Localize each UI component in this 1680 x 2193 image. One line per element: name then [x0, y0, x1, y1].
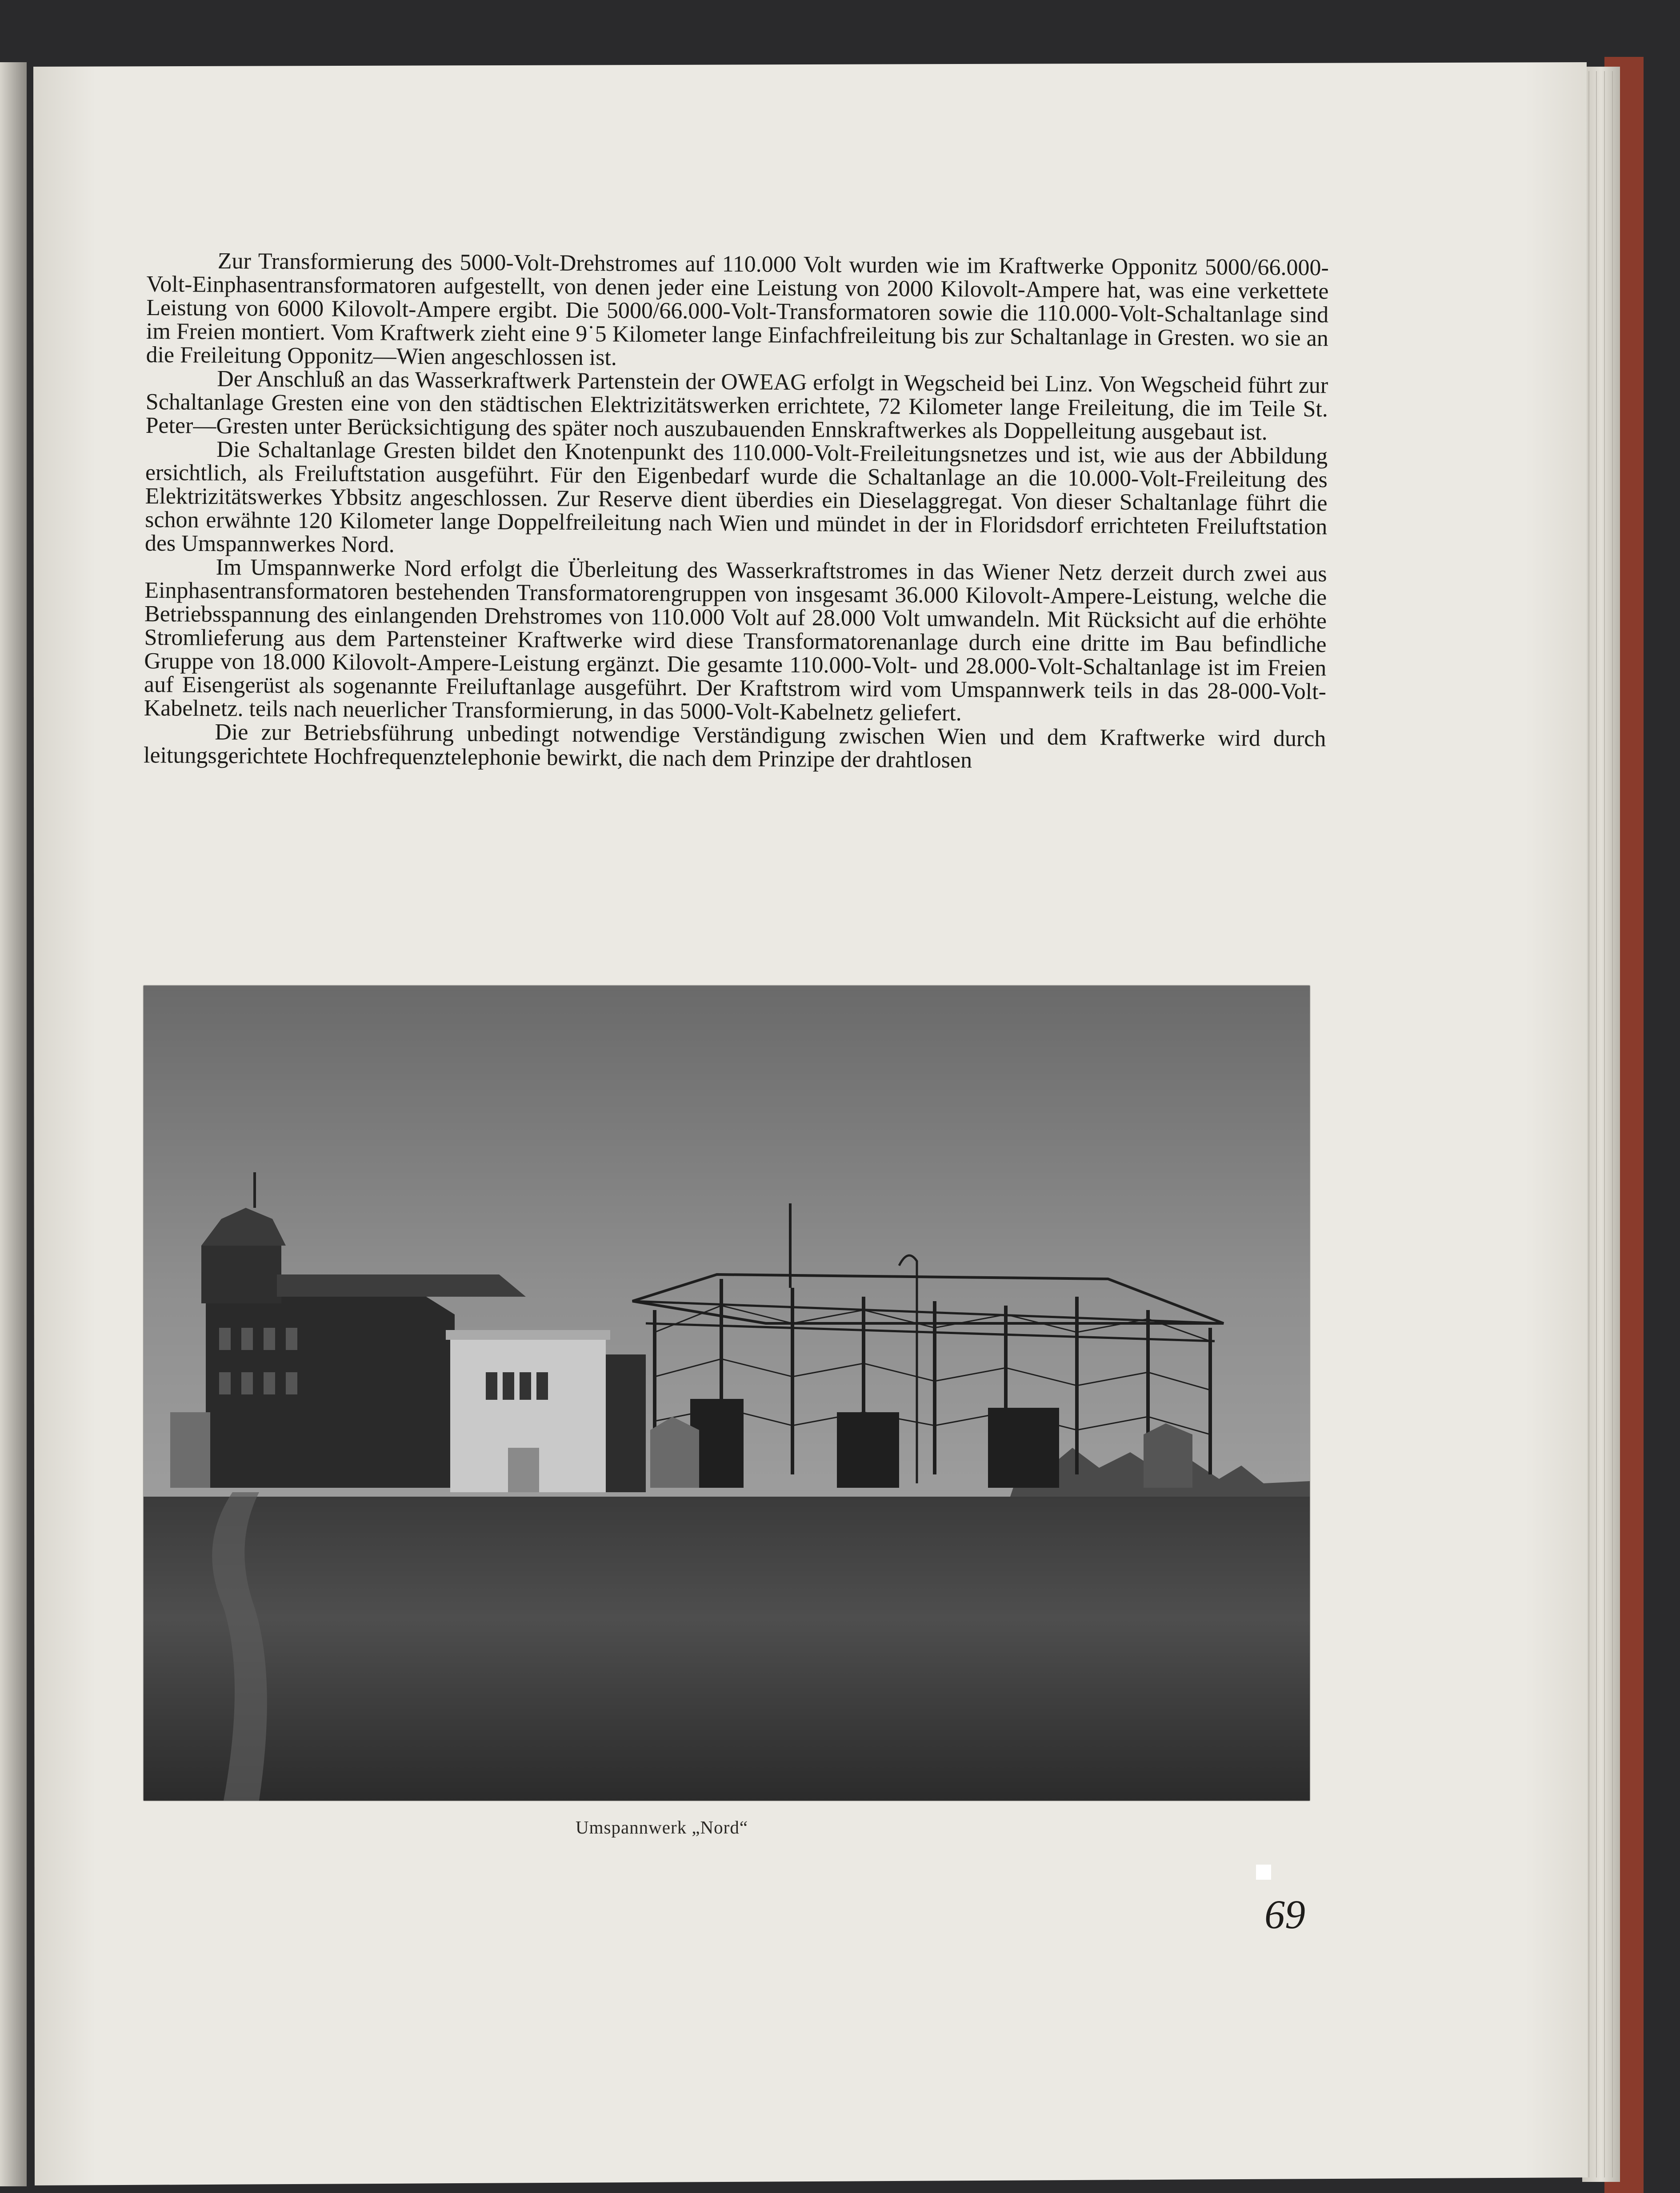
- scan-marker: [1256, 1865, 1271, 1880]
- paragraph: Zur Transformierung des 5000-Volt-Drehstromes auf 110.000 Volt wurden wie im Kraftwerke Opponitz 5000/66.000-Volt-Einphasentransformatoren aufgestellt, von denen jeder eine Leistung von 2000 Kilovolt-Ampere hat, was eine verkettete Leistung von 6000 Kilovolt-Ampere ergibt. Die 5000/66.000-Volt-Transformatoren sowie die 110.000-Volt-Schaltanlage sind im Freien montiert. Vom Kraftwerk zieht eine 9˙5 Kilometer lange Einfachfreileitung bis zur Schaltanlage in Gresten. wo sie an die Freileitung Opponitz—Wien angeschlossen ist.: [146, 248, 1329, 371]
- paragraph: Die zur Betriebsführung unbedingt notwendige Verständigung zwischen Wien und dem Kraftwerke wird durch leitungsgerichtete Hochfrequenztelephonie bewirkt, die nach dem Prinzipe der drahtlosen: [143, 719, 1326, 773]
- left-page-edge: [0, 62, 27, 2186]
- body-text: [144, 249, 1329, 774]
- page-stack: [1582, 67, 1620, 2182]
- substation-photograph: [144, 986, 1310, 1801]
- paragraph: Im Umspannwerke Nord erfolgt die Überleitung des Wasserkraftstromes in das Wiener Netz derzeit durch zwei aus Einphasentransformatoren bestehenden Transformatorengruppen von insgesamt 36.000 Kilovolt-Ampere-Leistung, welche die Betriebsspannung des einlangenden Drehstromes von 110.000 Volt auf 28.000 Volt umwandeln. Mit Rücksicht auf die erhöhte Stromlieferung aus dem Partensteiner Kraftwerke wird diese Transformatorenanlage durch eine dritte im Bau befindliche Gruppe von 18.000 Kilovolt-Ampere-Leistung ergänzt. Die gesamte 110.000-Volt- und 28.000-Volt-Schaltanlage ist im Freien auf Eisengerüst als sogenannte Freiluftanlage ausgeführt. Der Kraftstrom wird vom Umspannwerk teils in das 28-000-Volt-Kabelnetz. teils nach neuerlicher Transformierung, in das 5000-Volt-Kabelnetz geliefert.: [144, 554, 1327, 726]
- ground: [144, 1497, 1310, 1801]
- paragraph: Der Anschluß an das Wasserkraftwerk Partenstein der OWEAG erfolgt in Wegscheid bei Linz. Von Wegscheid führt zur Schaltanlage Gresten eine von den städtischen Elektrizitätswerken errichtete, 72 Kilometer lange Freileitung, die im Teile St. Peter—Gresten unter Berücksichtigung des später noch auszubauenden Ennskraftwerkes als Doppelleitung ausgebaut ist.: [145, 366, 1328, 445]
- page-number: 69: [1264, 1892, 1305, 1937]
- photo-caption: Umspannwerk „Nord“: [576, 1817, 748, 1837]
- paragraph: Die Schaltanlage Gresten bildet den Knotenpunkt des 110.000-Volt-Freileitungsnetzes und ist, wie aus der Abbildung ersichtlich, als Freiluftstation ausgeführt. Für den Eigenbedarf wurde die Schaltanlage an die 10.000-Volt-Freileitung des Elektrizitätswerkes Ybbsitz angeschlossen. Zur Reserve dient überdies ein Dieselaggregat. Von dieser Schaltanlage führt die schon erwähnte 120 Kilometer lange Doppelfreileitung nach Wien und mündet in der in Floridsdorf errichteten Freiluftstation des Umspannwerkes Nord.: [144, 436, 1328, 558]
